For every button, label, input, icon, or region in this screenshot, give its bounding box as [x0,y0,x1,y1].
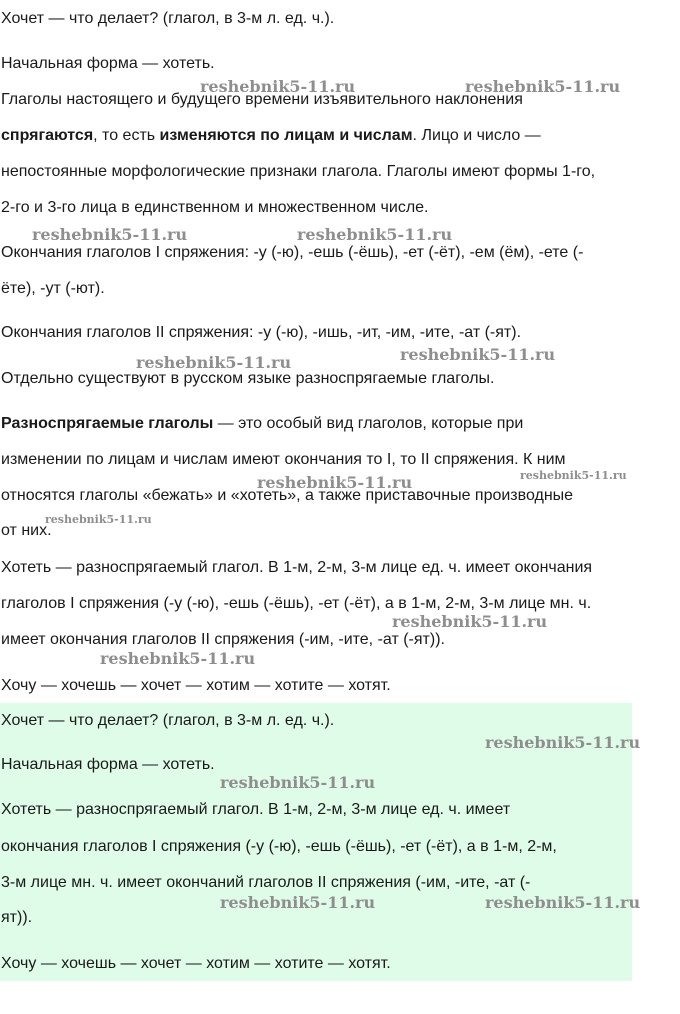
text-line: Глаголы настоящего и будущего времени изъявительного наклонения [1,91,523,108]
text-fragment: , то есть [93,127,160,144]
bold-term: спрягаются [1,127,94,144]
watermark: reshebnik5-11.ru [400,345,556,364]
watermark: reshebnik5-11.ru [32,225,188,244]
answer-line: Хочет — что делает? (глагол, в 3-м л. ед. ч.). [1,712,335,729]
text-line: непостоянные морфологические признаки глагола. Глаголы имеют формы 1-го, [1,163,596,180]
answer-line: ят)). [1,909,33,926]
watermark: reshebnik5-11.ru [485,733,641,752]
answer-line: 3-м лице мн. ч. имеет окончаний глаголов II спряжения (-им, -ите, -ат (- [1,874,531,891]
text-line: Отдельно существуют в русском языке разноспрягаемые глаголы. [1,370,495,387]
watermark: reshebnik5-11.ru [392,612,548,631]
text-fragment: . Лицо и число — [412,127,541,144]
text-line: от них. [1,522,52,539]
watermark: reshebnik5-11.ru [520,469,627,482]
text-line: относятся глаголы «бежать» и «хотеть», а также приставочные производные [1,487,574,504]
text-line [1,414,523,434]
bold-term: Разноспрягаемые глаголы [1,415,214,432]
text-line: ёте), -ут (-ют). [1,280,105,297]
answer-line: окончания глаголов I спряжения (-у (-ю), -ешь (-ёшь), -ет (-ёт), а в 1-м, 2-м, [1,838,557,855]
watermark: reshebnik5-11.ru [220,893,376,912]
text-line: Начальная форма — хотеть. [1,55,215,72]
text-line: Окончания глаголов I спряжения: -у (-ю), -ешь (-ёшь), -ет (-ёт), -ем (ём), -ете (- [1,244,584,261]
text-line: Хочу — хочешь — хочет — хотим — хотите — хотят. [1,677,391,694]
watermark: reshebnik5-11.ru [45,513,152,526]
text-line: Хочет — что делает? (глагол, в 3-м л. ед. ч.). [1,10,335,27]
watermark: reshebnik5-11.ru [465,77,621,96]
bold-term: изменяются по лицам и числам [159,127,413,144]
answer-line: Хочу — хочешь — хочет — хотим — хотите — хотят. [1,955,391,972]
text-line: Хотеть — разноспрягаемый глагол. В 1-м, 2-м, 3-м лице ед. ч. имеет окончания [1,559,593,576]
answer-line: Начальная форма — хотеть. [1,756,215,773]
watermark: reshebnik5-11.ru [297,225,453,244]
text-line: глаголов I спряжения (-у (-ю), -ешь (-ёшь), -ет (-ёт), а в 1-м, 2-м, 3-м лице мн. ч. [1,595,592,612]
watermark: reshebnik5-11.ru [200,77,356,96]
watermark: reshebnik5-11.ru [220,773,376,792]
text-line: Окончания глаголов II спряжения: -у (-ю), -ишь, -ит, -им, -ите, -ат (-ят). [1,324,522,341]
text-line: 2-го и 3-го лица в единственном и множественном числе. [1,199,429,216]
watermark: reshebnik5-11.ru [100,649,256,668]
text-line: изменении по лицам и числам имеют окончания то I, то II спряжения. К ним [1,451,566,468]
watermark: reshebnik5-11.ru [136,353,292,372]
text-fragment: — это особый вид глаголов, которые при [213,415,524,432]
answer-line: Хотеть — разноспрягаемый глагол. В 1-м, 2-м, 3-м лице ед. ч. имеет [1,801,511,818]
text-line [1,126,541,146]
text-line: имеет окончания глаголов II спряжения (-им, -ите, -ат (-ят)). [1,631,445,648]
watermark: reshebnik5-11.ru [485,893,641,912]
watermark: reshebnik5-11.ru [257,473,413,492]
